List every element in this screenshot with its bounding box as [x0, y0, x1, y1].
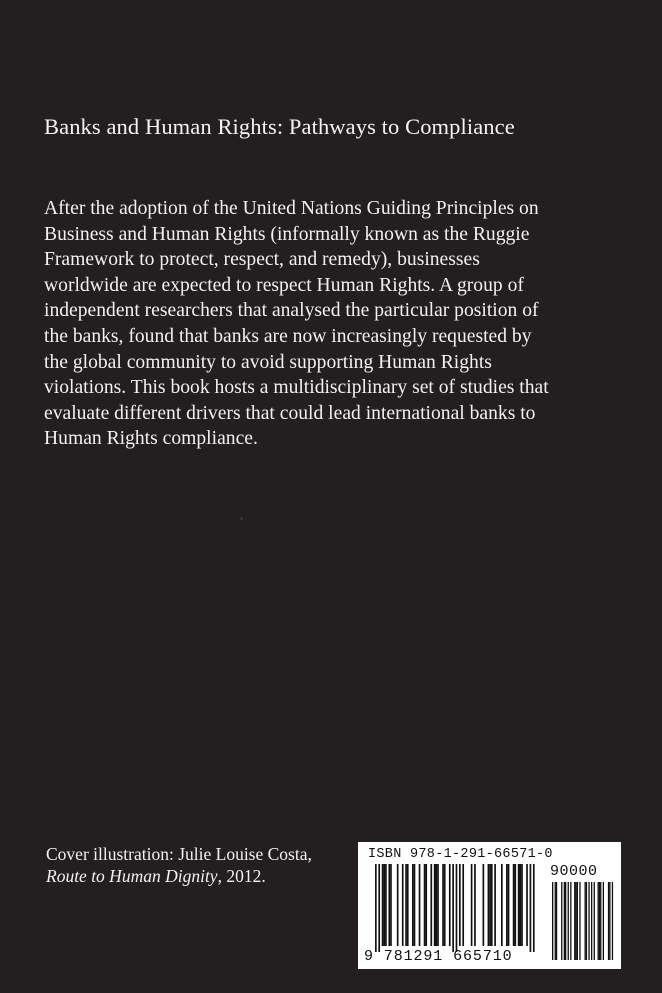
description-line: violations. This book hosts a multidisciplinary set of studies that: [44, 377, 549, 399]
description-line: the global community to avoid supporting Human Rights: [44, 351, 492, 373]
barcode-bar: [526, 864, 528, 946]
barcode-bar: [518, 864, 520, 946]
description-line: the banks, found that banks are now increasingly requested by: [44, 325, 532, 347]
barcode-bar: [501, 864, 503, 946]
description-line: evaluate different drivers that could lead international banks to: [44, 402, 536, 424]
addon-bar: [579, 882, 580, 960]
barcode-bar: [442, 864, 444, 946]
barcode-guard-bar: [375, 864, 377, 952]
credit-year: , 2012.: [217, 866, 266, 886]
barcode-bar: [489, 864, 491, 946]
addon-bar: [600, 882, 601, 960]
barcode-guard-bar: [533, 864, 535, 952]
cover-credit: [46, 843, 312, 887]
price-code: 90000: [550, 863, 598, 880]
barcode-bar: [385, 864, 387, 946]
barcode-bar: [419, 864, 421, 946]
print-speck: [240, 517, 243, 520]
barcode-bar: [471, 864, 473, 946]
addon-bar: [575, 882, 576, 960]
barcode-guard-bar: [456, 864, 458, 952]
barcode-bar: [414, 864, 416, 946]
barcode-bar: [405, 864, 407, 946]
addon-bar: [599, 882, 600, 960]
barcode-bar: [459, 864, 461, 946]
isbn-barcode: [358, 842, 621, 969]
barcode-bar: [444, 864, 446, 946]
addon-bar: [591, 882, 592, 960]
barcode-bar: [514, 864, 516, 946]
barcode-bar: [491, 864, 493, 946]
addon-bar: [609, 882, 610, 960]
addon-bar: [598, 882, 599, 960]
barcode-guard-bar: [452, 864, 454, 952]
book-description: [44, 196, 626, 452]
barcode-guard-bar: [530, 864, 532, 952]
ean-digits: 9 781291 665710: [364, 948, 513, 965]
addon-bar: [552, 882, 553, 960]
barcode-guard-bar: [378, 864, 380, 952]
barcode-bar: [462, 864, 464, 946]
addon-bar: [603, 882, 604, 960]
credit-line: Cover illustration: Julie Louise Costa,: [46, 844, 312, 864]
description-line: Business and Human Rights (informally known as the Ruggie: [44, 223, 530, 245]
addon-bar: [585, 882, 586, 960]
barcode-bar: [435, 864, 437, 946]
addon-bar: [608, 882, 609, 960]
addon-bar: [556, 882, 557, 960]
barcode-bar: [519, 864, 521, 946]
barcode-bar: [430, 864, 432, 946]
barcode-bar: [407, 864, 409, 946]
barcode-bar: [474, 864, 476, 946]
addon-bar: [612, 882, 613, 960]
addon-bar: [568, 882, 569, 960]
barcode-bar: [508, 864, 510, 946]
barcode-bar: [513, 864, 515, 946]
addon-bar: [588, 882, 589, 960]
addon-bar: [561, 882, 562, 960]
addon-bar: [565, 882, 566, 960]
credit-work-line: [46, 865, 312, 887]
addon-bar: [594, 882, 595, 960]
description-line: Human Rights compliance.: [44, 428, 258, 450]
barcode-bar: [402, 864, 404, 946]
barcode-bar: [488, 864, 490, 946]
barcode-bar: [397, 864, 399, 946]
barcode-bar: [434, 864, 436, 946]
barcode-bar: [390, 864, 392, 946]
addon-bar: [564, 882, 565, 960]
credit-work-title: Route to Human Dignity: [46, 866, 218, 886]
barcode-bar: [424, 864, 426, 946]
barcode-bar: [506, 864, 508, 946]
description-line: After the adoption of the United Nations Guiding Principles on: [44, 198, 539, 219]
book-title: Banks and Human Rights: Pathways to Compliance: [44, 114, 515, 139]
addon-bar: [586, 882, 587, 960]
description-line: worldwide are expected to respect Human Rights. A group of: [44, 274, 524, 296]
addon-bar: [570, 882, 571, 960]
barcode-bar: [383, 864, 385, 946]
barcode-bar: [425, 864, 427, 946]
barcode-bar: [437, 864, 439, 946]
barcode-bar: [412, 864, 414, 946]
description-line: Framework to protect, respect, and remedy), businesses: [44, 249, 480, 271]
barcode-bar: [521, 864, 523, 946]
description-line: independent researchers that analysed the particular position of: [44, 300, 539, 322]
addon-bar: [577, 882, 578, 960]
barcode-bar: [382, 864, 384, 946]
addon-bar: [555, 882, 556, 960]
isbn-label: ISBN 978-1-291-66571-0: [368, 847, 553, 862]
barcode-bar: [483, 864, 485, 946]
barcode-bar: [494, 864, 496, 946]
addon-bar: [574, 882, 575, 960]
barcode-bar: [449, 864, 451, 946]
barcode-bar: [388, 864, 390, 946]
